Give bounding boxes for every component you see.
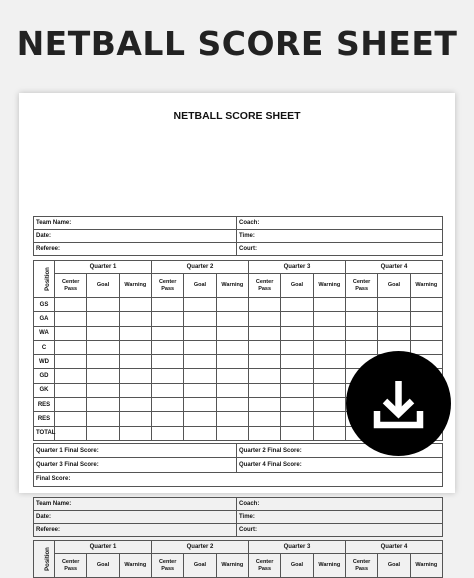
score-entry-cell[interactable] [151, 369, 183, 383]
subcol-goal: Goal [281, 554, 313, 578]
score-entry-cell[interactable] [248, 355, 280, 369]
score-entry-cell[interactable] [87, 298, 119, 312]
position-cell: WD [34, 355, 55, 369]
score-entry-cell[interactable] [119, 355, 151, 369]
score-entry-cell[interactable] [281, 326, 313, 340]
subcol-center-pass: Center Pass [151, 554, 183, 578]
subcol-warning: Warning [410, 274, 442, 298]
quarter-header: Quarter 2 [151, 541, 248, 554]
score-entry-cell[interactable] [281, 426, 313, 440]
team-name-field: Team Name: [34, 217, 237, 230]
referee-field: Referee: [34, 243, 237, 256]
score-entry-cell[interactable] [378, 312, 410, 326]
info-row [34, 230, 443, 243]
subcol-warning: Warning [313, 554, 345, 578]
position-cell: GS [34, 298, 55, 312]
score-entry-cell[interactable] [87, 412, 119, 426]
score-entry-cell[interactable] [313, 340, 345, 354]
score-entry-cell[interactable] [313, 369, 345, 383]
position-cell: RES [34, 412, 55, 426]
score-entry-cell[interactable] [216, 426, 248, 440]
score-entry-cell[interactable] [248, 340, 280, 354]
score-entry-cell[interactable] [281, 383, 313, 397]
score-entry-cell[interactable] [55, 298, 87, 312]
score-entry-cell[interactable] [313, 398, 345, 412]
table-row [34, 298, 443, 312]
score-entry-cell[interactable] [151, 355, 183, 369]
score-entry-cell[interactable] [184, 312, 216, 326]
position-label: Position [44, 267, 51, 291]
score-entry-cell[interactable] [119, 426, 151, 440]
subcol-warning: Warning [216, 554, 248, 578]
score-entry-cell[interactable] [281, 298, 313, 312]
score-entry-cell[interactable] [248, 412, 280, 426]
subcol-warning: Warning [410, 554, 442, 578]
score-entry-cell[interactable] [55, 340, 87, 354]
coach-field: Coach: [237, 498, 443, 511]
score-entry-cell[interactable] [281, 412, 313, 426]
score-entry-cell[interactable] [248, 426, 280, 440]
subcol-center-pass: Center Pass [345, 554, 377, 578]
score-entry-cell[interactable] [216, 369, 248, 383]
subcol-goal: Goal [378, 554, 410, 578]
score-entry-cell[interactable] [119, 398, 151, 412]
score-entry-cell[interactable] [151, 298, 183, 312]
score-entry-cell[interactable] [87, 355, 119, 369]
subcol-center-pass: Center Pass [248, 274, 280, 298]
q2-final-score: Quarter 2 Final Score: [237, 444, 443, 458]
score-entry-cell[interactable] [248, 298, 280, 312]
score-entry-cell[interactable] [184, 340, 216, 354]
position-cell: WA [34, 326, 55, 340]
score-entry-cell[interactable] [184, 412, 216, 426]
position-header [34, 261, 55, 298]
subcol-goal: Goal [87, 554, 119, 578]
score-entry-cell[interactable] [87, 426, 119, 440]
score-entry-cell[interactable] [313, 326, 345, 340]
score-entry-cell[interactable] [87, 340, 119, 354]
subcol-warning: Warning [313, 274, 345, 298]
info-row [34, 498, 443, 511]
score-entry-cell[interactable] [216, 340, 248, 354]
score-entry-cell[interactable] [216, 298, 248, 312]
score-entry-cell[interactable] [87, 369, 119, 383]
score-entry-cell[interactable] [119, 383, 151, 397]
coach-field: Coach: [237, 217, 443, 230]
info-row [34, 243, 443, 256]
score-row [34, 458, 443, 472]
download-button[interactable] [346, 351, 451, 456]
q4-final-score: Quarter 4 Final Score: [237, 458, 443, 472]
quarter-header: Quarter 3 [248, 261, 345, 274]
position-cell: GD [34, 369, 55, 383]
score-entry-cell[interactable] [184, 383, 216, 397]
court-field: Court: [237, 243, 443, 256]
score-entry-cell[interactable] [151, 383, 183, 397]
subcol-warning: Warning [119, 554, 151, 578]
score-entry-cell[interactable] [378, 298, 410, 312]
score-entry-cell[interactable] [281, 312, 313, 326]
quarter-grid-2 [33, 540, 443, 578]
score-entry-cell[interactable] [55, 426, 87, 440]
quarter-header: Quarter 4 [345, 541, 442, 554]
score-entry-cell[interactable] [55, 326, 87, 340]
score-entry-cell[interactable] [87, 398, 119, 412]
page-title: NETBALL SCORE SHEET [16, 24, 458, 63]
quarter-header: Quarter 3 [248, 541, 345, 554]
score-entry-cell[interactable] [119, 326, 151, 340]
score-entry-cell[interactable] [248, 369, 280, 383]
score-entry-cell[interactable] [184, 398, 216, 412]
info-row [34, 217, 443, 230]
team-info-table-2 [33, 497, 443, 537]
position-cell: TOTAL [34, 426, 55, 440]
score-entry-cell[interactable] [87, 383, 119, 397]
sheet-title: NETBALL SCORE SHEET [173, 110, 301, 122]
score-entry-cell[interactable] [216, 312, 248, 326]
subcol-center-pass: Center Pass [55, 274, 87, 298]
time-field: Time: [237, 230, 443, 243]
q3-final-score: Quarter 3 Final Score: [34, 458, 237, 472]
team-name-field: Team Name: [34, 498, 237, 511]
info-row [34, 524, 443, 537]
subcol-center-pass: Center Pass [55, 554, 87, 578]
score-entry-cell[interactable] [184, 326, 216, 340]
position-cell: GK [34, 383, 55, 397]
quarter-header: Quarter 1 [55, 261, 152, 274]
score-entry-cell[interactable] [55, 398, 87, 412]
score-entry-cell[interactable] [119, 369, 151, 383]
position-cell: RES [34, 398, 55, 412]
score-entry-cell[interactable] [55, 369, 87, 383]
score-row [34, 472, 443, 486]
download-icon [346, 351, 451, 456]
score-entry-cell[interactable] [345, 298, 377, 312]
score-entry-cell[interactable] [281, 340, 313, 354]
score-entry-cell[interactable] [410, 298, 442, 312]
subcol-goal: Goal [378, 274, 410, 298]
score-entry-cell[interactable] [184, 369, 216, 383]
court-field: Court: [237, 524, 443, 537]
score-entry-cell[interactable] [410, 326, 442, 340]
score-entry-cell[interactable] [184, 298, 216, 312]
subcol-center-pass: Center Pass [345, 274, 377, 298]
score-entry-cell[interactable] [119, 340, 151, 354]
score-entry-cell[interactable] [184, 355, 216, 369]
position-cell: GA [34, 312, 55, 326]
score-entry-cell[interactable] [281, 369, 313, 383]
score-entry-cell[interactable] [345, 312, 377, 326]
score-entry-cell[interactable] [151, 326, 183, 340]
q1-final-score: Quarter 1 Final Score: [34, 444, 237, 458]
score-entry-cell[interactable] [216, 326, 248, 340]
score-entry-cell[interactable] [151, 426, 183, 440]
score-entry-cell[interactable] [313, 426, 345, 440]
score-entry-cell[interactable] [87, 326, 119, 340]
score-entry-cell[interactable] [345, 326, 377, 340]
score-entry-cell[interactable] [87, 312, 119, 326]
score-entry-cell[interactable] [216, 383, 248, 397]
score-entry-cell[interactable] [313, 383, 345, 397]
score-entry-cell[interactable] [281, 398, 313, 412]
info-row [34, 511, 443, 524]
score-entry-cell[interactable] [410, 312, 442, 326]
quarter-header: Quarter 4 [345, 261, 442, 274]
score-entry-cell[interactable] [313, 298, 345, 312]
score-entry-cell[interactable] [216, 412, 248, 426]
subcol-goal: Goal [87, 274, 119, 298]
score-entry-cell[interactable] [248, 383, 280, 397]
score-entry-cell[interactable] [248, 312, 280, 326]
time-field: Time: [237, 511, 443, 524]
score-entry-cell[interactable] [55, 312, 87, 326]
position-label: Position [44, 547, 51, 571]
score-entry-cell[interactable] [281, 355, 313, 369]
subcol-center-pass: Center Pass [151, 274, 183, 298]
final-score: Final Score: [34, 472, 443, 486]
team-info-table [33, 216, 443, 256]
subcol-goal: Goal [184, 274, 216, 298]
score-entry-cell[interactable] [248, 326, 280, 340]
score-entry-cell[interactable] [216, 398, 248, 412]
score-entry-cell[interactable] [378, 326, 410, 340]
subcol-goal: Goal [281, 274, 313, 298]
subcol-center-pass: Center Pass [248, 554, 280, 578]
quarter-header: Quarter 1 [55, 541, 152, 554]
score-entry-cell[interactable] [151, 312, 183, 326]
score-entry-cell[interactable] [313, 355, 345, 369]
referee-field: Referee: [34, 524, 237, 537]
score-entry-cell[interactable] [55, 412, 87, 426]
score-entry-cell[interactable] [151, 398, 183, 412]
score-entry-cell[interactable] [119, 298, 151, 312]
score-entry-cell[interactable] [55, 383, 87, 397]
score-entry-cell[interactable] [151, 340, 183, 354]
subcol-goal: Goal [184, 554, 216, 578]
score-entry-cell[interactable] [313, 412, 345, 426]
score-entry-cell[interactable] [119, 412, 151, 426]
table-row [34, 326, 443, 340]
score-entry-cell[interactable] [184, 426, 216, 440]
subcol-warning: Warning [119, 274, 151, 298]
score-entry-cell[interactable] [151, 412, 183, 426]
subcol-warning: Warning [216, 274, 248, 298]
score-entry-cell[interactable] [55, 355, 87, 369]
table-row [34, 312, 443, 326]
score-entry-cell[interactable] [248, 398, 280, 412]
score-entry-cell[interactable] [313, 312, 345, 326]
date-field: Date: [34, 230, 237, 243]
score-entry-cell[interactable] [216, 355, 248, 369]
position-header [34, 541, 55, 578]
date-field: Date: [34, 511, 237, 524]
quarter-header: Quarter 2 [151, 261, 248, 274]
position-cell: C [34, 340, 55, 354]
score-entry-cell[interactable] [119, 312, 151, 326]
